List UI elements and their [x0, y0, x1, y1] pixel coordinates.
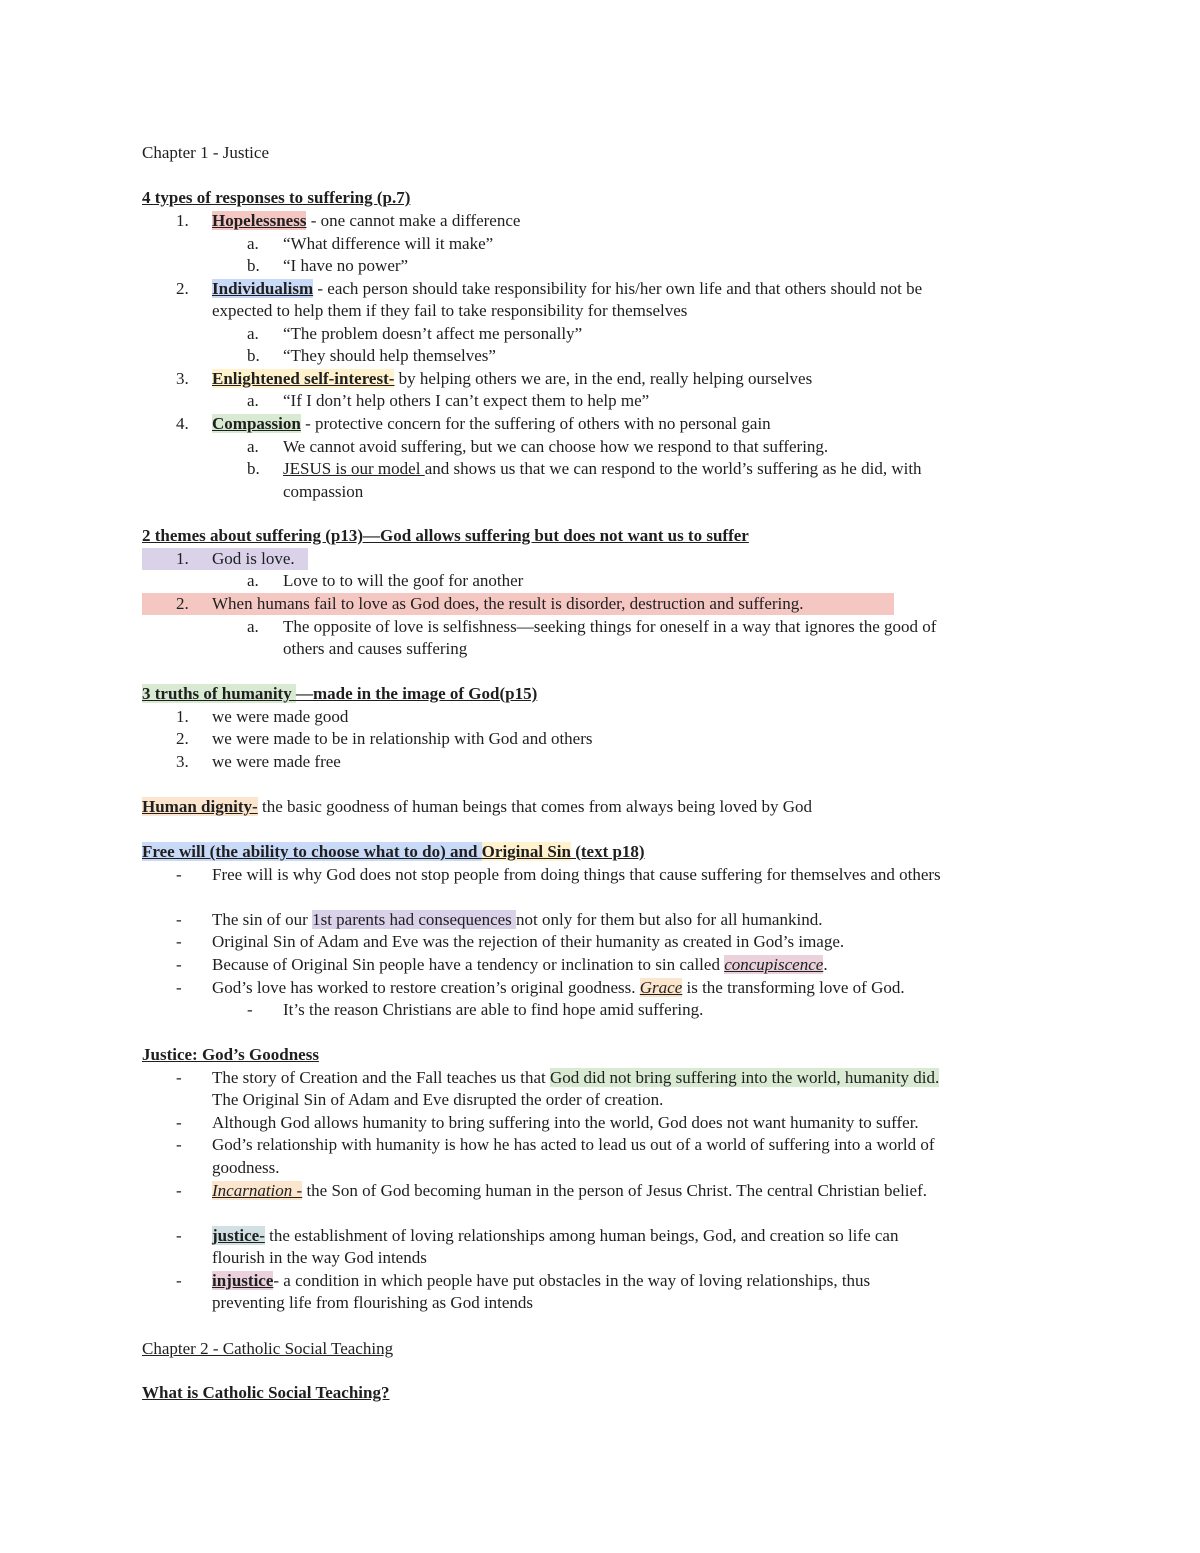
list-text: God is love.: [212, 549, 295, 568]
bullet-dash: -: [176, 978, 182, 997]
list-text-continuation: The Original Sin of Adam and Eve disrupted the order of creation.: [212, 1090, 664, 1109]
list-letter: a.: [247, 437, 259, 456]
bullet-dash: -: [176, 1068, 182, 1087]
bullet-dash: -: [176, 910, 182, 929]
list-text: Original Sin of Adam and Eve was the rejection of their humanity as created in God’s image.: [212, 932, 845, 951]
bullet-dash: -: [176, 865, 182, 884]
definition-text: - one cannot make a difference: [306, 211, 521, 230]
bullet-dash: -: [247, 1000, 253, 1019]
text-part: the Son of God becoming human in the person of Jesus Christ. The central Christian belief.: [302, 1181, 927, 1200]
bullet-dash: -: [176, 1135, 182, 1154]
section-cst-heading: What is Catholic Social Teaching?: [142, 1383, 390, 1402]
term-grace: Grace: [639, 978, 683, 997]
list-text: “They should help themselves”: [283, 346, 496, 365]
text-part: .: [823, 955, 828, 974]
list-number: 1.: [142, 548, 308, 570]
heading-part: Free will (the ability to choose what to do) and: [142, 842, 482, 861]
list-text: “What difference will it make”: [283, 234, 494, 253]
section-justice-heading: Justice: God’s Goodness: [142, 1045, 319, 1064]
list-text: The opposite of love is selfishness—seeking things for oneself in a way that ignores the good of: [283, 617, 937, 636]
list-number: 1.: [176, 707, 189, 726]
heading-part: (text p18): [570, 842, 645, 861]
list-letter: a.: [247, 234, 259, 253]
list-number: 3.: [176, 369, 189, 388]
term-compassion: Compassion: [212, 414, 301, 433]
list-letter: b.: [247, 346, 260, 365]
list-text: When humans fail to love as God does, the result is disorder, destruction and suffering.: [212, 594, 804, 613]
definition-text: - each person should take responsibility for his/her own life and that others should not be: [313, 279, 923, 298]
list-text: Love to to will the goof for another: [283, 571, 524, 590]
heading-rest: —made in the image of God(p15): [295, 684, 538, 703]
text-part: The sin of our: [212, 910, 313, 929]
list-text: “If I don’t help others I can’t expect them to help me”: [283, 391, 650, 410]
list-letter: a.: [247, 324, 259, 343]
jesus-model-text: JESUS is our model: [283, 459, 425, 478]
list-text-continuation: others and causes suffering: [283, 639, 468, 658]
list-text: We cannot avoid suffering, but we can choose how we respond to that suffering.: [283, 437, 829, 456]
list-number: 1.: [176, 211, 189, 230]
list-text: and shows us that we can respond to the world’s suffering as he did, with: [424, 459, 922, 478]
section-free-will-heading: [142, 841, 645, 863]
definition-text: the basic goodness of human beings that comes from always being loved by God: [257, 797, 813, 816]
list-text-continuation: compassion: [283, 482, 364, 501]
chapter-2-title: Chapter 2 - Catholic Social Teaching: [142, 1339, 394, 1358]
section-truths-heading: [142, 683, 537, 705]
list-text: we were made good: [212, 707, 349, 726]
definition-continuation: expected to help them if they fail to take responsibility for themselves: [212, 301, 688, 320]
term-enlightened-self-interest: Enlightened self-interest-: [212, 369, 395, 388]
bullet-dash: -: [176, 1226, 182, 1245]
list-letter: b.: [247, 256, 260, 275]
text-part: the establishment of loving relationships among human beings, God, and creation so life can: [264, 1226, 899, 1245]
list-number: 2.: [176, 729, 189, 748]
list-text: we were made free: [212, 752, 341, 771]
highlight-1st-parents: 1st parents had consequences: [312, 910, 517, 929]
bullet-dash: -: [176, 1113, 182, 1132]
text-part: not only for them but also for all humankind.: [516, 910, 823, 929]
term-concupiscence: concupiscence: [724, 955, 824, 974]
text-part: God’s love has worked to restore creation’s original goodness.: [212, 978, 640, 997]
section-responses-heading: 4 types of responses to suffering (p.7): [142, 188, 411, 207]
bullet-dash: -: [176, 1271, 182, 1290]
bullet-dash: -: [176, 932, 182, 951]
list-text-continuation: preventing life from flourishing as God intends: [212, 1293, 534, 1312]
list-text: Although God allows humanity to bring suffering into the world, God does not want humanity to suffer.: [212, 1113, 919, 1132]
list-letter: a.: [247, 617, 259, 636]
heading-part: Original Sin: [481, 842, 571, 861]
term-hopelessness: Hopelessness: [212, 211, 307, 230]
list-text: “The problem doesn’t affect me personally”: [283, 324, 583, 343]
definition-text: by helping others we are, in the end, really helping ourselves: [394, 369, 813, 388]
term-injustice: injustice: [212, 1271, 274, 1290]
list-text: “I have no power”: [283, 256, 409, 275]
list-text: we were made to be in relationship with God and others: [212, 729, 593, 748]
bullet-dash: -: [176, 955, 182, 974]
list-text: Free will is why God does not stop people from doing things that cause suffering for themselves and others: [212, 865, 941, 884]
text-part: The story of Creation and the Fall teaches us that: [212, 1068, 551, 1087]
term-justice: justice-: [212, 1226, 265, 1245]
highlight-humanity-did: God did not bring suffering into the world, humanity did.: [550, 1068, 940, 1087]
list-number: 3.: [176, 752, 189, 771]
text-part: - a condition in which people have put obstacles in the way of loving relationships, thus: [273, 1271, 871, 1290]
definition-text: - protective concern for the suffering of others with no personal gain: [300, 414, 771, 433]
bullet-dash: -: [176, 1181, 182, 1200]
list-text-continuation: flourish in the way God intends: [212, 1248, 427, 1267]
list-letter: a.: [247, 571, 259, 590]
list-text: God’s relationship with humanity is how he has acted to lead us out of a world of suffering into a world of: [212, 1135, 935, 1154]
human-dignity-definition: [142, 796, 812, 818]
list-letter: b.: [247, 459, 260, 478]
term-human-dignity: Human dignity-: [142, 797, 258, 816]
list-text: It’s the reason Christians are able to find hope amid suffering.: [283, 1000, 704, 1019]
list-number: 4.: [176, 414, 189, 433]
section-themes-heading: 2 themes about suffering (p13)—God allows suffering but does not want us to suffer: [142, 526, 749, 545]
text-part: is the transforming love of God.: [682, 978, 905, 997]
list-number: 2.: [142, 593, 894, 615]
chapter-1-title: Chapter 1 - Justice: [142, 143, 269, 162]
term-individualism: Individualism: [212, 279, 314, 298]
list-text-continuation: goodness.: [212, 1158, 280, 1177]
list-number: 2.: [176, 279, 189, 298]
heading-highlight: 3 truths of humanity: [142, 684, 296, 703]
term-incarnation: Incarnation -: [212, 1181, 303, 1200]
text-part: Because of Original Sin people have a tendency or inclination to sin called: [212, 955, 725, 974]
list-letter: a.: [247, 391, 259, 410]
